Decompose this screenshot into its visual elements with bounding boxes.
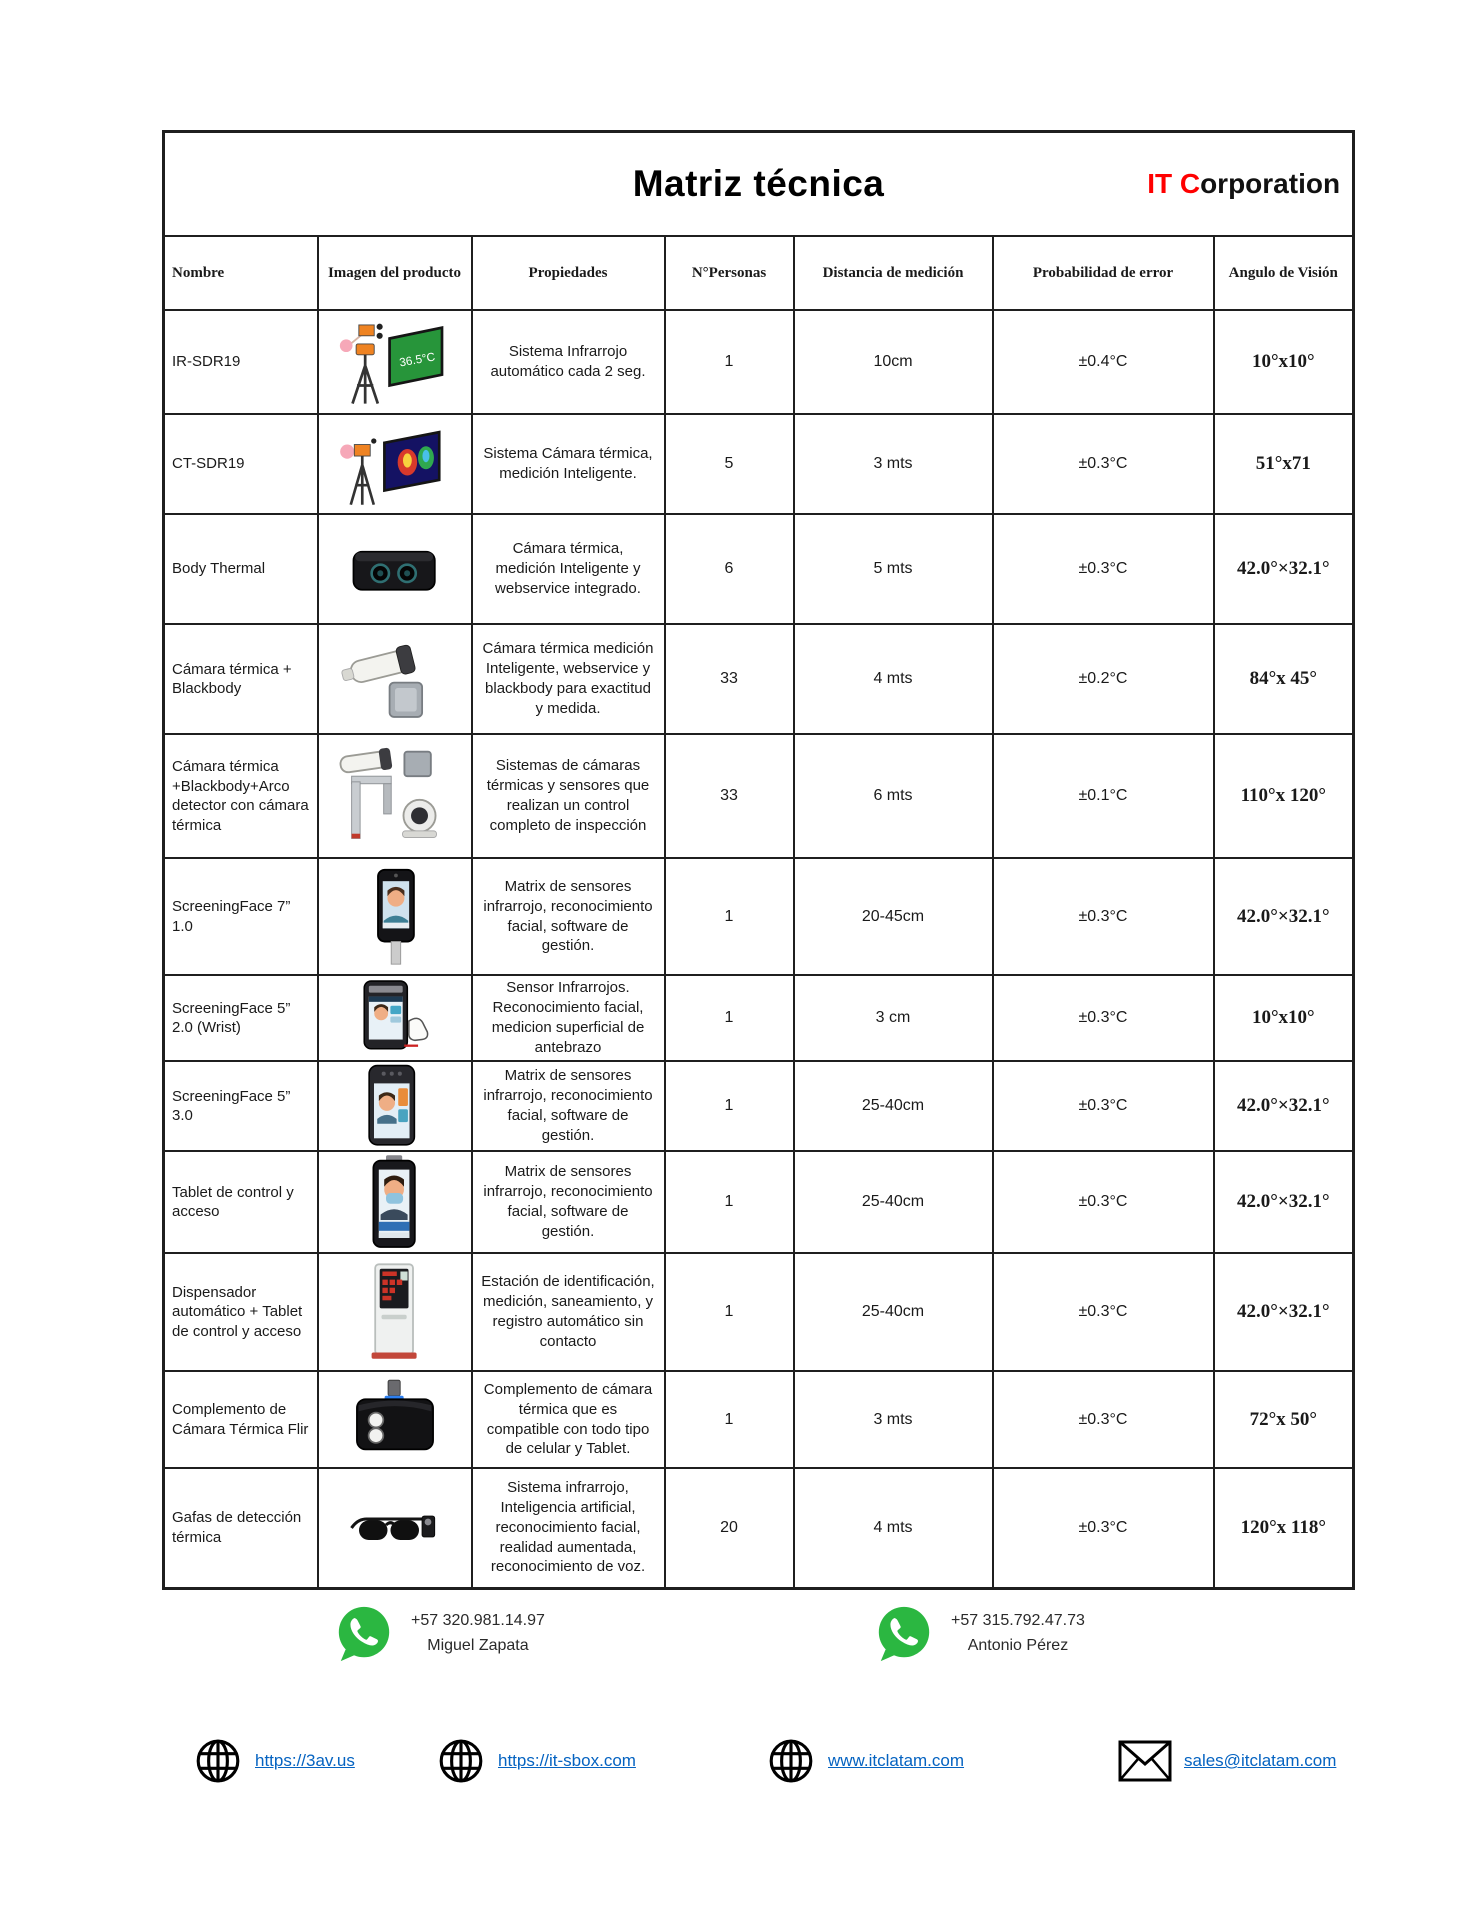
product-image-cell (318, 310, 472, 414)
col-header-imagen: Imagen del producto (318, 236, 472, 310)
col-header-distancia: Distancia de medición (794, 236, 993, 310)
table-row (164, 1371, 1354, 1468)
website-link-group (766, 1733, 964, 1789)
persons-value: 33 (665, 624, 794, 734)
distance-value: 4 mts (794, 624, 993, 734)
table-row (164, 734, 1354, 858)
face-screening-tablet-icon (335, 1064, 455, 1148)
company-logo (1147, 168, 1340, 200)
product-image-cell (318, 1253, 472, 1371)
bullet-camera-with-blackbody-icon (329, 632, 461, 726)
error-value: ±0.3°C (993, 514, 1214, 624)
globe-icon (766, 1736, 816, 1786)
display-temperature-label: 36.5°C (397, 350, 436, 370)
product-properties: Sistema infrarrojo, Inteligencia artificial, reconocimiento facial, realidad aumentada, reconocimiento de voz. (472, 1468, 665, 1588)
persons-value: 1 (665, 858, 794, 975)
distance-value: 4 mts (794, 1468, 993, 1588)
error-value: ±0.3°C (993, 1061, 1214, 1151)
page-title: Matriz técnica (632, 163, 885, 204)
error-value: ±0.3°C (993, 414, 1214, 514)
website-link-group (193, 1733, 355, 1789)
distance-value: 6 mts (794, 734, 993, 858)
product-properties: Sistemas de cámaras térmicas y sensores que realizan un control completo de inspección (472, 734, 665, 858)
product-properties: Estación de identificación, medición, saneamiento, y registro automático sin contacto (472, 1253, 665, 1371)
angle-value: 10°x10° (1214, 310, 1354, 414)
persons-value: 1 (665, 1151, 794, 1253)
tripod-thermal-camera-display-icon (329, 418, 461, 510)
face-screening-kiosk-icon (329, 865, 461, 969)
table-row (164, 1151, 1354, 1253)
product-image-cell (318, 858, 472, 975)
technical-matrix-table (162, 130, 1355, 1590)
table-row (164, 624, 1354, 734)
product-properties: Matrix de sensores infrarrojo, reconocimiento facial, software de gestión. (472, 1061, 665, 1151)
col-header-nombre: Nombre (164, 236, 318, 310)
product-name: ScreeningFace 5” 3.0 (164, 1061, 318, 1151)
table-row (164, 858, 1354, 975)
angle-value: 42.0°×32.1° (1214, 858, 1354, 975)
website-link[interactable]: https://it-sbox.com (498, 1751, 636, 1770)
black-dual-lens-thermal-camera-icon (329, 524, 461, 614)
product-name: ScreeningFace 7” 1.0 (164, 858, 318, 975)
product-image-cell (318, 414, 472, 514)
email-link[interactable]: sales@itclatam.com (1184, 1751, 1337, 1770)
product-name: Cámara térmica +Blackbody+Arco detector con cámara térmica (164, 734, 318, 858)
contact-phone: +57 315.792.47.73 (951, 1612, 1085, 1630)
col-header-angulo: Angulo de Visión (1214, 236, 1354, 310)
persons-value: 6 (665, 514, 794, 624)
email-link-group (1118, 1733, 1336, 1789)
logo-rest-text: orporation (1200, 168, 1341, 199)
col-header-probabilidad: Probabilidad de error (993, 236, 1214, 310)
product-name: ScreeningFace 5” 2.0 (Wrist) (164, 975, 318, 1061)
logo-accent-text: IT C (1147, 168, 1201, 199)
whatsapp-contact-1 (333, 1603, 545, 1665)
persons-value: 1 (665, 975, 794, 1061)
product-name: CT-SDR19 (164, 414, 318, 514)
product-image-cell (318, 734, 472, 858)
col-header-propiedades: Propiedades (472, 236, 665, 310)
flir-phone-thermal-attachment-icon (329, 1375, 461, 1465)
angle-value: 72°x 50° (1214, 1371, 1354, 1468)
distance-value: 25-40cm (794, 1061, 993, 1151)
angle-value: 84°x 45° (1214, 624, 1354, 734)
distance-value: 3 mts (794, 1371, 993, 1468)
product-name: IR-SDR19 (164, 310, 318, 414)
product-image-cell (318, 1468, 472, 1588)
distance-value: 25-40cm (794, 1151, 993, 1253)
product-image-cell (318, 1061, 472, 1151)
angle-value: 42.0°×32.1° (1214, 514, 1354, 624)
distance-value: 20-45cm (794, 858, 993, 975)
angle-value: 42.0°×32.1° (1214, 1061, 1354, 1151)
table-row (164, 310, 1354, 414)
website-link[interactable]: www.itclatam.com (828, 1751, 965, 1770)
table-row (164, 975, 1354, 1061)
error-value: ±0.2°C (993, 624, 1214, 734)
error-value: ±0.3°C (993, 858, 1214, 975)
product-name: Tablet de control y acceso (164, 1151, 318, 1253)
whatsapp-icon (873, 1603, 935, 1665)
persons-value: 1 (665, 1061, 794, 1151)
angle-value: 10°x10° (1214, 975, 1354, 1061)
product-image-cell (318, 514, 472, 624)
error-value: ±0.3°C (993, 1468, 1214, 1588)
error-value: ±0.3°C (993, 1253, 1214, 1371)
title-band (164, 132, 1354, 237)
product-image-cell (318, 1371, 472, 1468)
error-value: ±0.3°C (993, 1371, 1214, 1468)
tripod-ir-sensor-green-display-icon (329, 315, 461, 409)
angle-value: 42.0°×32.1° (1214, 1253, 1354, 1371)
product-image-cell (318, 975, 472, 1061)
whatsapp-icon (333, 1603, 395, 1665)
product-image-cell (318, 1151, 472, 1253)
table-row (164, 1253, 1354, 1371)
product-image-cell (318, 624, 472, 734)
angle-value: 42.0°×32.1° (1214, 1151, 1354, 1253)
error-value: ±0.4°C (993, 310, 1214, 414)
angle-value: 51°x71 (1214, 414, 1354, 514)
table-row (164, 414, 1354, 514)
product-name: Complemento de Cámara Térmica Flir (164, 1371, 318, 1468)
title-row (164, 132, 1354, 237)
product-properties: Cámara térmica, medición Inteligente y webservice integrado. (472, 514, 665, 624)
website-link[interactable]: https://3av.us (255, 1751, 355, 1770)
camera-blackbody-arch-detector-dome-icon (329, 742, 461, 850)
distance-value: 10cm (794, 310, 993, 414)
table-row (164, 1061, 1354, 1151)
distance-value: 25-40cm (794, 1253, 993, 1371)
product-properties: Sensor Infrarrojos. Reconocimiento facial, medicion superficial de antebrazo (472, 975, 665, 1061)
contact-phone: +57 320.981.14.97 (411, 1612, 545, 1630)
product-properties: Complemento de cámara térmica que es compatible con todo tipo de celular y Tablet. (472, 1371, 665, 1468)
globe-icon (436, 1736, 486, 1786)
product-name: Gafas de detección térmica (164, 1468, 318, 1588)
thermal-detection-glasses-icon (329, 1489, 461, 1567)
persons-value: 5 (665, 414, 794, 514)
angle-value: 110°x 120° (1214, 734, 1354, 858)
access-control-tablet-masked-face-icon (332, 1154, 458, 1250)
product-name: Body Thermal (164, 514, 318, 624)
automatic-dispenser-kiosk-icon (332, 1256, 458, 1368)
product-properties: Matrix de sensores infrarrojo, reconocimiento facial, software de gestión. (472, 1151, 665, 1253)
product-name: Cámara térmica + Blackbody (164, 624, 318, 734)
persons-value: 33 (665, 734, 794, 858)
envelope-icon (1118, 1740, 1172, 1782)
contact-name: Miguel Zapata (427, 1637, 529, 1654)
table-row (164, 1468, 1354, 1588)
distance-value: 5 mts (794, 514, 993, 624)
table-header-row (164, 236, 1354, 310)
product-properties: Matrix de sensores infrarrojo, reconocimiento facial, software de gestión. (472, 858, 665, 975)
product-properties: Cámara térmica medición Inteligente, webservice y blackbody para exactitud y medida. (472, 624, 665, 734)
table-row (164, 514, 1354, 624)
col-header-personas: N°Personas (665, 236, 794, 310)
persons-value: 20 (665, 1468, 794, 1588)
website-link-group (436, 1733, 636, 1789)
face-screening-tablet-wrist-icon (331, 978, 459, 1058)
angle-value: 120°x 118° (1214, 1468, 1354, 1588)
contact-text (951, 1609, 1085, 1659)
product-properties: Sistema Cámara térmica, medición Inteligente. (472, 414, 665, 514)
error-value: ±0.1°C (993, 734, 1214, 858)
contact-text (411, 1609, 545, 1659)
persons-value: 1 (665, 1253, 794, 1371)
contact-name: Antonio Pérez (967, 1637, 1069, 1654)
product-properties: Sistema Infrarrojo automático cada 2 seg. (472, 310, 665, 414)
globe-icon (193, 1736, 243, 1786)
distance-value: 3 mts (794, 414, 993, 514)
persons-value: 1 (665, 310, 794, 414)
error-value: ±0.3°C (993, 1151, 1214, 1253)
distance-value: 3 cm (794, 975, 993, 1061)
whatsapp-contact-2 (873, 1603, 1085, 1665)
error-value: ±0.3°C (993, 975, 1214, 1061)
persons-value: 1 (665, 1371, 794, 1468)
product-name: Dispensador automático + Tablet de control y acceso (164, 1253, 318, 1371)
